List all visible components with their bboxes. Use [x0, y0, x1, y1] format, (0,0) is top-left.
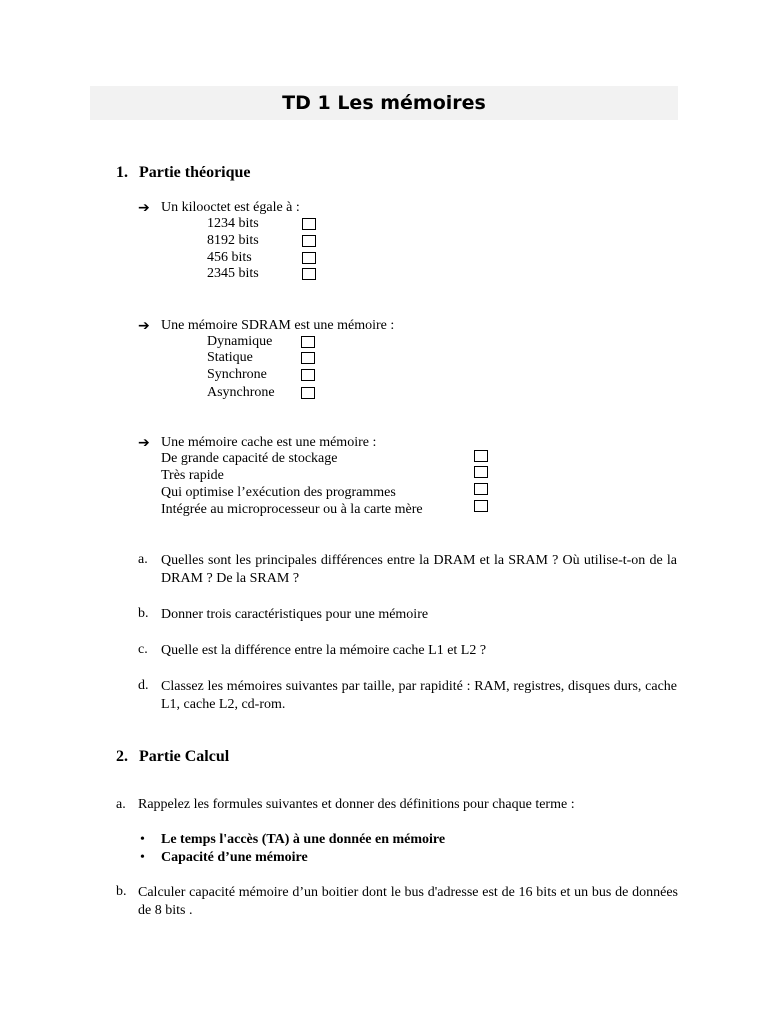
- q2-option-label: Synchrone: [207, 367, 267, 382]
- q3-option-label: Intégrée au microprocesseur ou à la carte mère: [161, 502, 423, 517]
- q1-prompt: Un kilooctet est égale à :: [161, 200, 300, 215]
- q1-option-label: 1234 bits: [207, 216, 259, 231]
- q1-option-label: 2345 bits: [207, 266, 259, 281]
- q1-option-checkbox[interactable]: [302, 218, 316, 230]
- q3-option-checkbox[interactable]: [474, 500, 488, 512]
- question-letter: a.: [138, 552, 148, 567]
- arrow-right-icon: ➔: [138, 435, 150, 451]
- q1-option-label: 456 bits: [207, 250, 252, 265]
- q3-option-label: De grande capacité de stockage: [161, 451, 338, 466]
- question-text: Quelles sont les principales différences entre la DRAM et la SRAM ? Où utilise-t-on de la DRAM ? De la SRAM ?: [161, 553, 677, 586]
- section-1-heading: Partie théorique: [139, 164, 251, 181]
- bullet-item: Capacité d’une mémoire: [161, 850, 308, 865]
- arrow-right-icon: ➔: [138, 200, 150, 216]
- q2-option-checkbox[interactable]: [301, 387, 315, 399]
- section-2-number: 2.: [116, 748, 128, 765]
- q1-option-checkbox[interactable]: [302, 252, 316, 264]
- q3-option-label: Très rapide: [161, 468, 224, 483]
- calc-question-letter: a.: [116, 797, 126, 812]
- question-letter: d.: [138, 678, 149, 693]
- question-text: Classez les mémoires suivantes par taille, par rapidité : RAM, registres, disques durs, cache L1, cache L2, cd-rom.: [161, 679, 677, 712]
- question-letter: c.: [138, 642, 148, 657]
- calc-question-text: Calculer capacité mémoire d’un boitier dont le bus d'adresse est de 16 bits et un bus de données de 8 bits .: [138, 885, 678, 918]
- question-text: Quelle est la différence entre la mémoire cache L1 et L2 ?: [161, 643, 487, 658]
- q3-option-checkbox[interactable]: [474, 483, 488, 495]
- q2-option-checkbox[interactable]: [301, 352, 315, 364]
- q3-prompt: Une mémoire cache est une mémoire :: [161, 435, 377, 450]
- q1-option-checkbox[interactable]: [302, 268, 316, 280]
- bullet-icon: •: [140, 850, 145, 865]
- bullet-icon: •: [140, 832, 145, 847]
- q3-option-checkbox[interactable]: [474, 466, 488, 478]
- calc-question-letter: b.: [116, 884, 127, 899]
- q2-option-label: Asynchrone: [207, 385, 275, 400]
- section-1-number: 1.: [116, 164, 128, 181]
- arrow-right-icon: ➔: [138, 318, 150, 334]
- q2-option-checkbox[interactable]: [301, 369, 315, 381]
- title-banner: [90, 86, 678, 120]
- q2-option-label: Statique: [207, 350, 253, 365]
- question-text: Donner trois caractéristiques pour une mémoire: [161, 607, 429, 622]
- q2-prompt: Une mémoire SDRAM est une mémoire :: [161, 318, 395, 333]
- section-2-heading: Partie Calcul: [139, 748, 230, 765]
- q2-option-checkbox[interactable]: [301, 336, 315, 348]
- q1-option-label: 8192 bits: [207, 233, 259, 248]
- q2-option-label: Dynamique: [207, 334, 273, 349]
- bullet-item: Le temps l'accès (TA) à une donnée en mémoire: [161, 832, 446, 847]
- question-letter: b.: [138, 606, 149, 621]
- q3-option-label: Qui optimise l’exécution des programmes: [161, 485, 396, 500]
- calc-question-text: Rappelez les formules suivantes et donner des définitions pour chaque terme :: [138, 797, 575, 812]
- q1-option-checkbox[interactable]: [302, 235, 316, 247]
- q3-option-checkbox[interactable]: [474, 450, 488, 462]
- page-title: TD 1 Les mémoires: [282, 92, 486, 114]
